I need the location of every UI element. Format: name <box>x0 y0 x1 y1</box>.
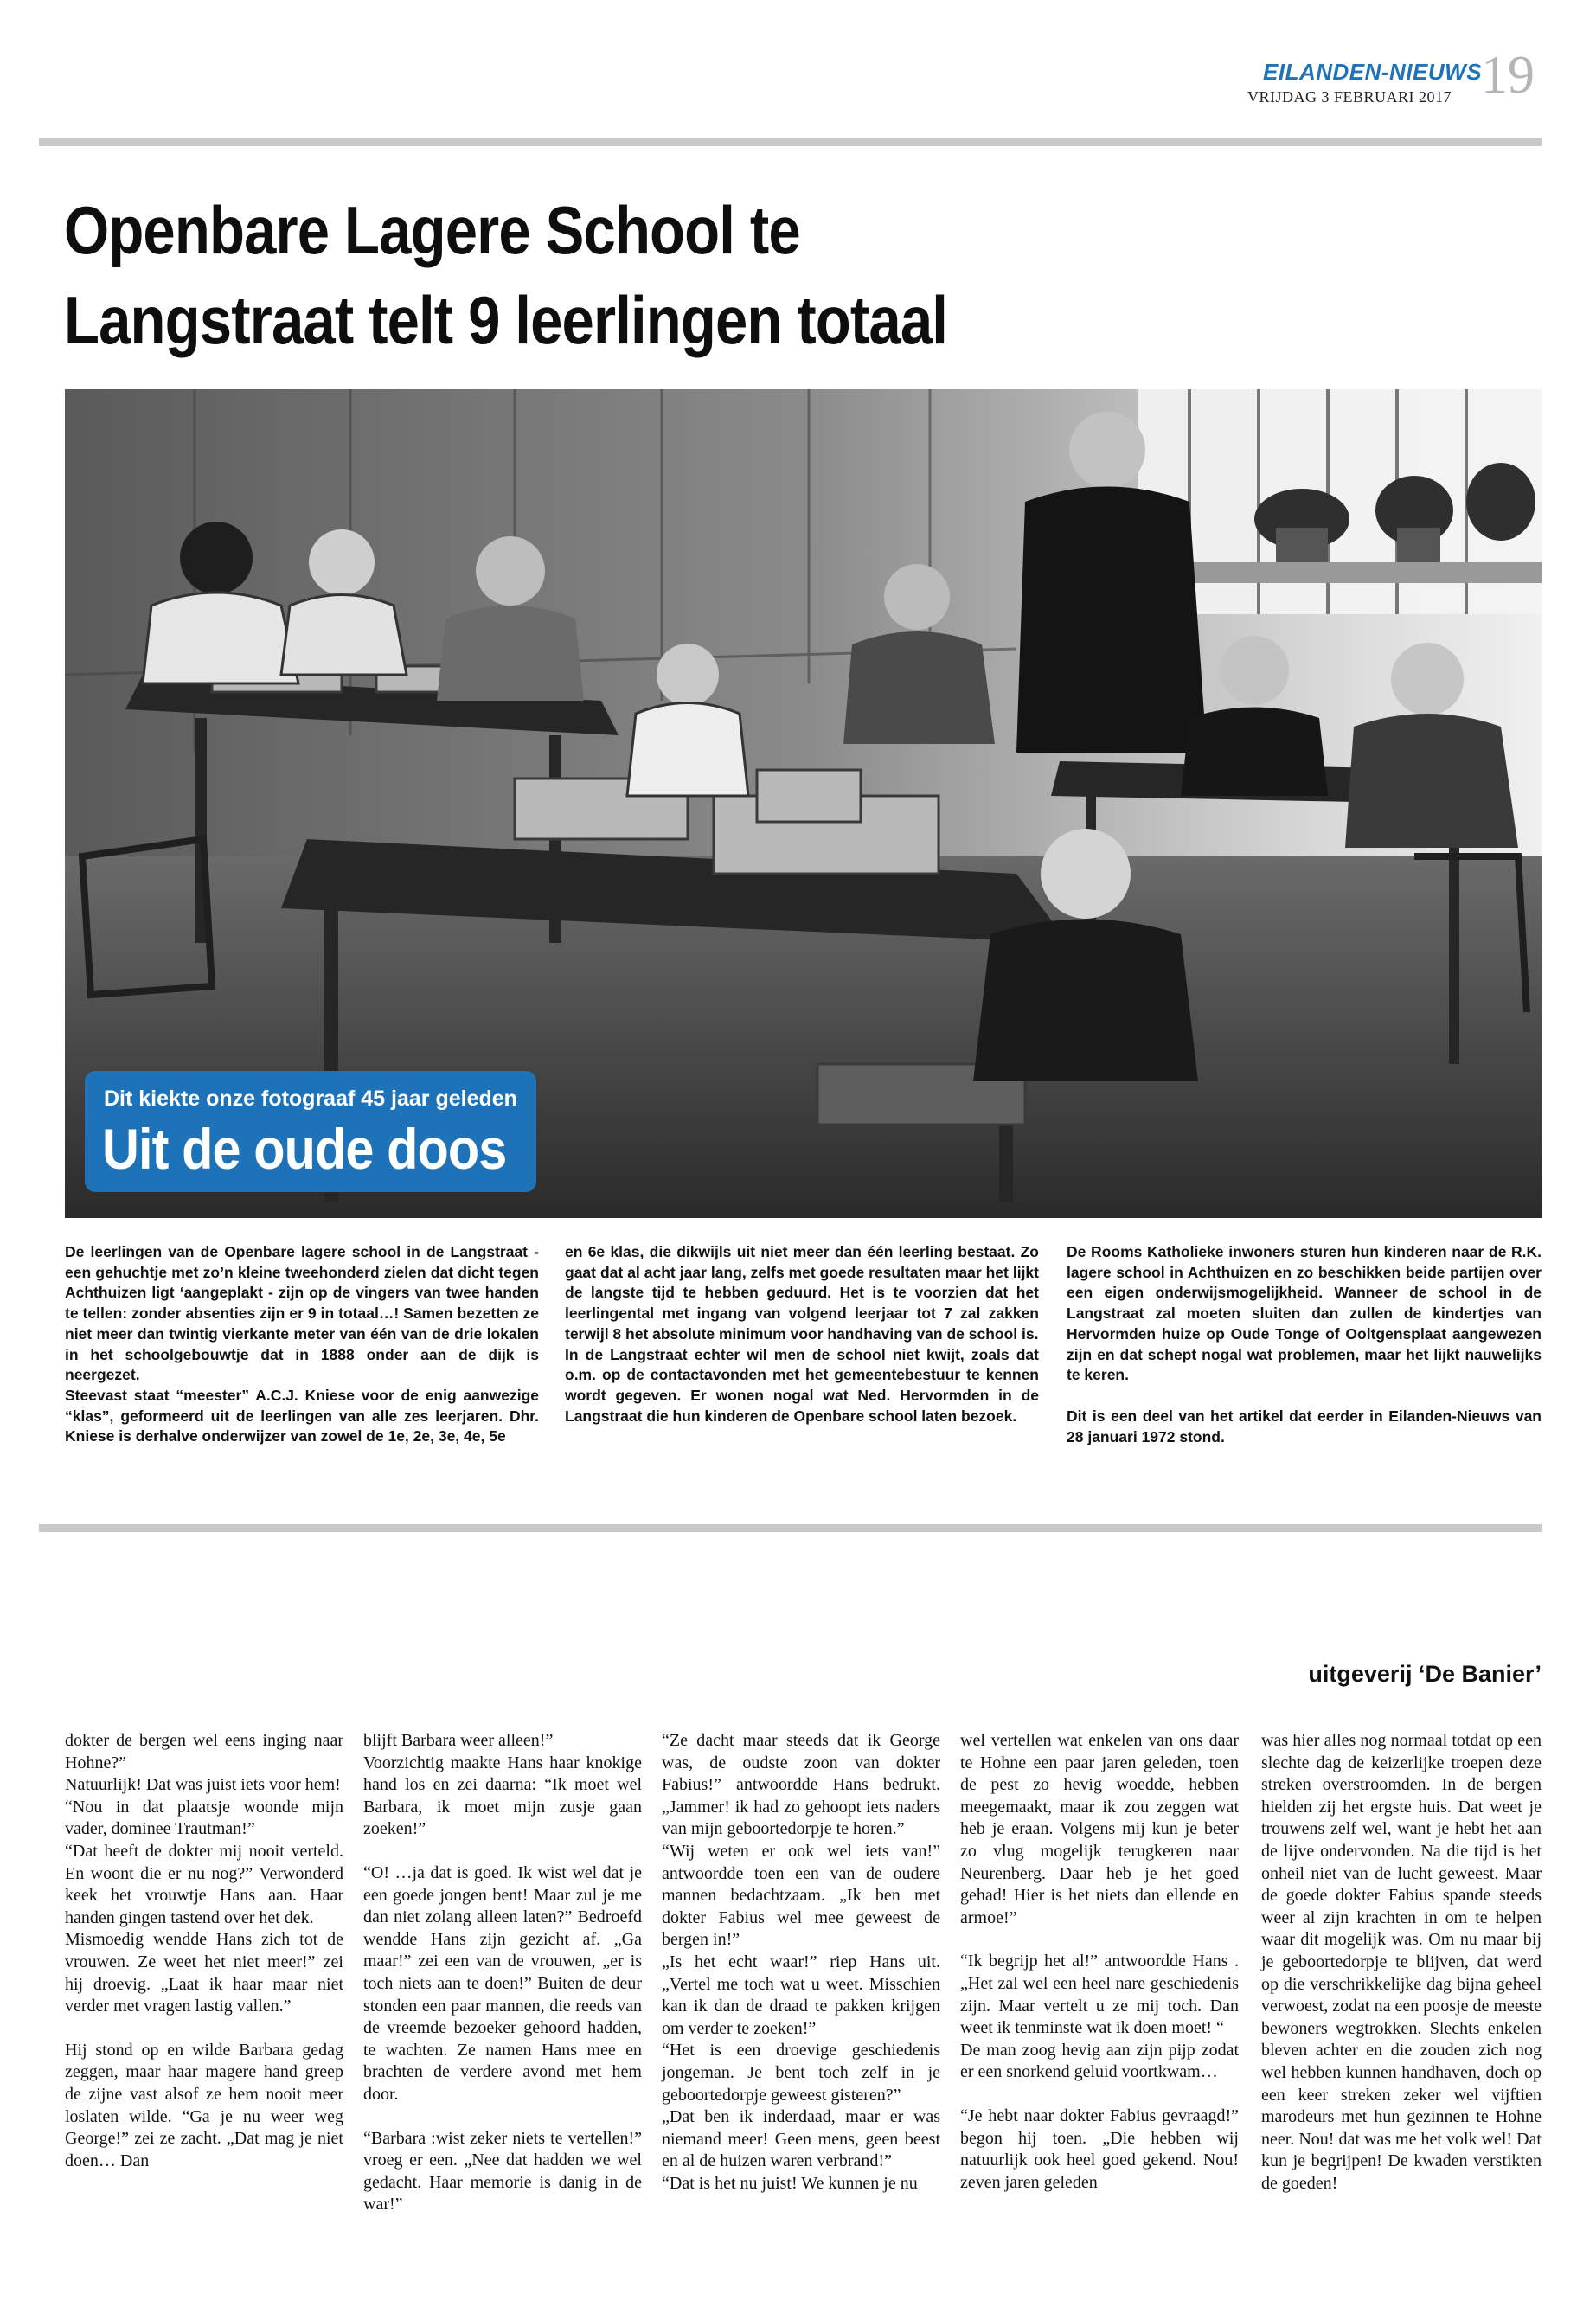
story-column-4 <box>960 1730 1239 2194</box>
section-divider <box>39 1524 1542 1532</box>
article-paragraph: en 6e klas, die dikwijls uit niet meer dan één leerling bestaat. Zo gaat dat al acht jaar lang, zelfs met goede resultaten maar het lijkt de langste tijd te hebben geduurd. Het is te voorzien dat het leerlingental met ingang van volgend leerjaar tot 7 zal zakken terwijl 8 het absolute minimum voor handhaving van de school is. <box>565 1243 1039 1343</box>
page-title <box>64 185 1180 365</box>
story-paragraph: “Ik begrijp het al!” antwoordde Hans . „Het zal wel een heel nare geschiedenis zijn. Maar vertelt u ze mij toch. Dan weet ik tenminste wat ik doen moet! “ <box>960 1952 1239 2038</box>
article-column-1 <box>65 1242 539 1447</box>
headline-line-1: Openbare Lagere School te <box>64 192 800 268</box>
badge-title: Uit de oude doos <box>102 1117 507 1181</box>
issue-date: VRIJDAG 3 FEBRUARI 2017 <box>1247 88 1452 106</box>
article-column-2 <box>565 1242 1039 1426</box>
story-column-2 <box>363 1730 642 2216</box>
article-paragraph: In de Langstraat echter wil men de school niet kwijt, zoals dat o.m. op de contactavonden met het gemeentebestuur te kennen wordt gegeven. Er wonen nogal wat Ned. Hervormden in de Langstraat die hun kinderen de Openbare school laten bezoek. <box>565 1345 1039 1425</box>
story-paragraph: Mismoedig wendde Hans zich tot de vrouwen. Ze weet het niet meer!” zei hij droevig. „Laat ik haar maar niet verder met vragen lastig vallen.” <box>65 1930 343 2016</box>
story-paragraph: „Is het echt waar!” riep Hans uit. „Vertel me toch wat u weet. Misschien kan ik dan de draad te pakken krijgen om verder te zoeken!” <box>662 1952 940 2038</box>
story-paragraph: Natuurlijk! Dat was juist iets voor hem! <box>65 1775 341 1795</box>
story-paragraph: “Dat heeft de dokter mij nooit verteld. En woont die er nu nog?” Verwonderd keek het vrouwtje Hans aan. Haar handen gingen tastend over het dek. <box>65 1841 343 1927</box>
article-paragraph: De Rooms Katholieke inwoners sturen hun kinderen naar de R.K. lagere school in Achthuizen en zo beschikken beide partijen over een eigen onderwijsmogelijkheid. Wanneer de school in de Langstraat zal moeten sluiten dan zullen de kindertjes van Hervormden huize op Oude Tonge of Ooltgensplaat aangewezen zijn en dat schept nogal wat problemen, maar het lijkt nauwelijks te keren. <box>1067 1243 1542 1384</box>
story-column-5 <box>1261 1730 1542 2195</box>
story-paragraph: “Wij weten er ook wel iets van!” antwoordde toen een van de oudere mannen bedachtzaam. „Ik ben met dokter Fabius wel mee geweest de bergen in!” <box>662 1841 940 1950</box>
story-paragraph: De man zoog hevig aan zijn pijp zodat er een snorkend geluid voortkwam… <box>960 2040 1239 2082</box>
article-paragraph: Dit is een deel van het artikel dat eerder in Eilanden-Nieuws van 28 januari 1972 stond. <box>1067 1407 1542 1445</box>
story-column-3 <box>662 1730 940 2195</box>
badge-subtitle: Dit kiekte onze fotograaf 45 jaar geleden <box>104 1086 517 1111</box>
story-paragraph: “Barbara :wist zeker niets te vertellen!” vroeg er een. „Nee dat hadden we wel gedacht. Haar memorie is danig in de war!” <box>363 2128 642 2214</box>
section-badge <box>85 1071 536 1192</box>
story-paragraph: Hij stond op en wilde Barbara gedag zeggen, maar haar magere hand greep de zijne vast alsof ze hem nooit meer loslaten wilde. “Ga je nu weer weg George!” zei ze zacht. „Dat mag je niet doen… Dan <box>65 2040 343 2170</box>
story-paragraph: blijft Barbara weer alleen!” <box>363 1731 554 1750</box>
article-paragraph: Steevast staat “meester” A.C.J. Kniese voor de enig aanwezige “klas”, geformeerd uit de leerlingen van alle zes leerjaren. Dhr. Kniese is derhalve onderwijzer van zowel de 1e, 2e, 3e, 4e, 5e <box>65 1386 539 1445</box>
headline-line-2: Langstraat telt 9 leerlingen totaal <box>64 282 948 358</box>
page-number: 19 <box>1481 46 1535 105</box>
story-paragraph: “Nou in dat plaatsje woonde mijn vader, dominee Trautman!” <box>65 1797 343 1839</box>
article-column-3 <box>1067 1242 1542 1447</box>
story-paragraph: wel vertellen wat enkelen van ons daar te Hohne een paar jaren geleden, toen de pest zo hevig woedde, hebben meegemaakt, maar ik zou zeggen wat heb je eraan. Volgens mij kun je beter zo vlug mogelijk terugkeren naar Neurenberg. Daar heb je het goed gehad! Hier is het niets dan ellende en armoe!” <box>960 1731 1239 1927</box>
story-paragraph: “Ze dacht maar steeds dat ik George was, de oudste zoon van dokter Fabius!” antwoordde Hans bedrukt. „Jammer! ik had zo gehoopt iets naders van mijn geboortedorpje te horen.” <box>662 1731 940 1839</box>
story-paragraph: “Dat is het nu juist! We kunnen je nu <box>662 2173 918 2193</box>
story-paragraph: “Het is een droevige geschiedenis jongeman. Je bent toch zelf in je geboortedorpje geweest gisteren?” <box>662 2041 940 2105</box>
story-column-1 <box>65 1730 343 2172</box>
story-paragraph: “Je hebt naar dokter Fabius gevraagd!” begon hij toen. „Die hebben wij natuurlijk ook heel goed gekend. Nou! zeven jaren geleden <box>960 2106 1239 2192</box>
story-paragraph: dokter de bergen wel eens inging naar Hohne?” <box>65 1731 343 1772</box>
article-paragraph: De leerlingen van de Openbare lagere school in de Langstraat - een gehuchtje met zo’n kleine tweehonderd zielen dat dicht tegen Achthuizen ligt ‘aangeplakt - zijn op de vingers van twee handen te tellen: zonder absenties zijn er 9 in totaal…! Samen bezetten ze niet meer dan twintig vierkante meter van één van de drie lokalen in het schoolgebouwtje dat in 1888 onder aan de dijk is neergezet. <box>65 1243 539 1384</box>
story-paragraph: was hier alles nog normaal totdat op een slechte dag de keizerlijke troepen deze streken overstroomden. In de bergen hielden zij het ergste huis. Dat weet je trouwens zelf wel, want je hebt het aan de lijve ondervonden. Na die tijd is het onheil niet van de lucht geweest. Maar de goede dokter Fabius spande steeds weer al zijn krachten in om te helpen waar dit mogelijk was. Om nu maar bij je geboortedorpje te blijven, dat werd op die verschrikkelijke dag bijna geheel verwoest, zodat na een poosje de meeste bewoners wegtrokken. Slechts enkelen bleven achter en die zouden zich nog wel hebben kunnen handhaven, doch op een keer streken zeker wel vijftien marodeurs met hun gezinnen te Hohne neer. Nou! dat was me het volk wel! Dat kun je begrijpen! De kwaden verstikten de goeden! <box>1261 1731 1542 2193</box>
story-paragraph: Voorzichtig maakte Hans haar knokige hand los en zei daarna: “Ik moet wel Barbara, ik moet mijn zusje gaan zoeken!” <box>363 1753 642 1839</box>
story-paragraph: “O! …ja dat is goed. Ik wist wel dat je een goede jongen bent! Maar zul je me dan niet zolang alleen laten?” Bedroefd wendde Hans zijn gezicht af. „Ga maar!” zei een van de vrouwen, „er is toch niets aan te doen!” Buiten de deur stonden een paar mannen, die reeds van de vreemde bezoeker gehoord hadden, te wachten. Ze namen Hans mee en brachten de verdere avond met hem door. <box>363 1862 642 2104</box>
top-divider <box>39 138 1542 146</box>
publisher-byline: uitgeverij ‘De Banier’ <box>1308 1661 1542 1687</box>
story-paragraph: „Dat ben ik inderdaad, maar er was niemand meer! Geen mens, geen beest en al de huizen waren verbrand!” <box>662 2107 940 2171</box>
newspaper-logo: EILANDEN-NIEUWS <box>1263 59 1483 85</box>
